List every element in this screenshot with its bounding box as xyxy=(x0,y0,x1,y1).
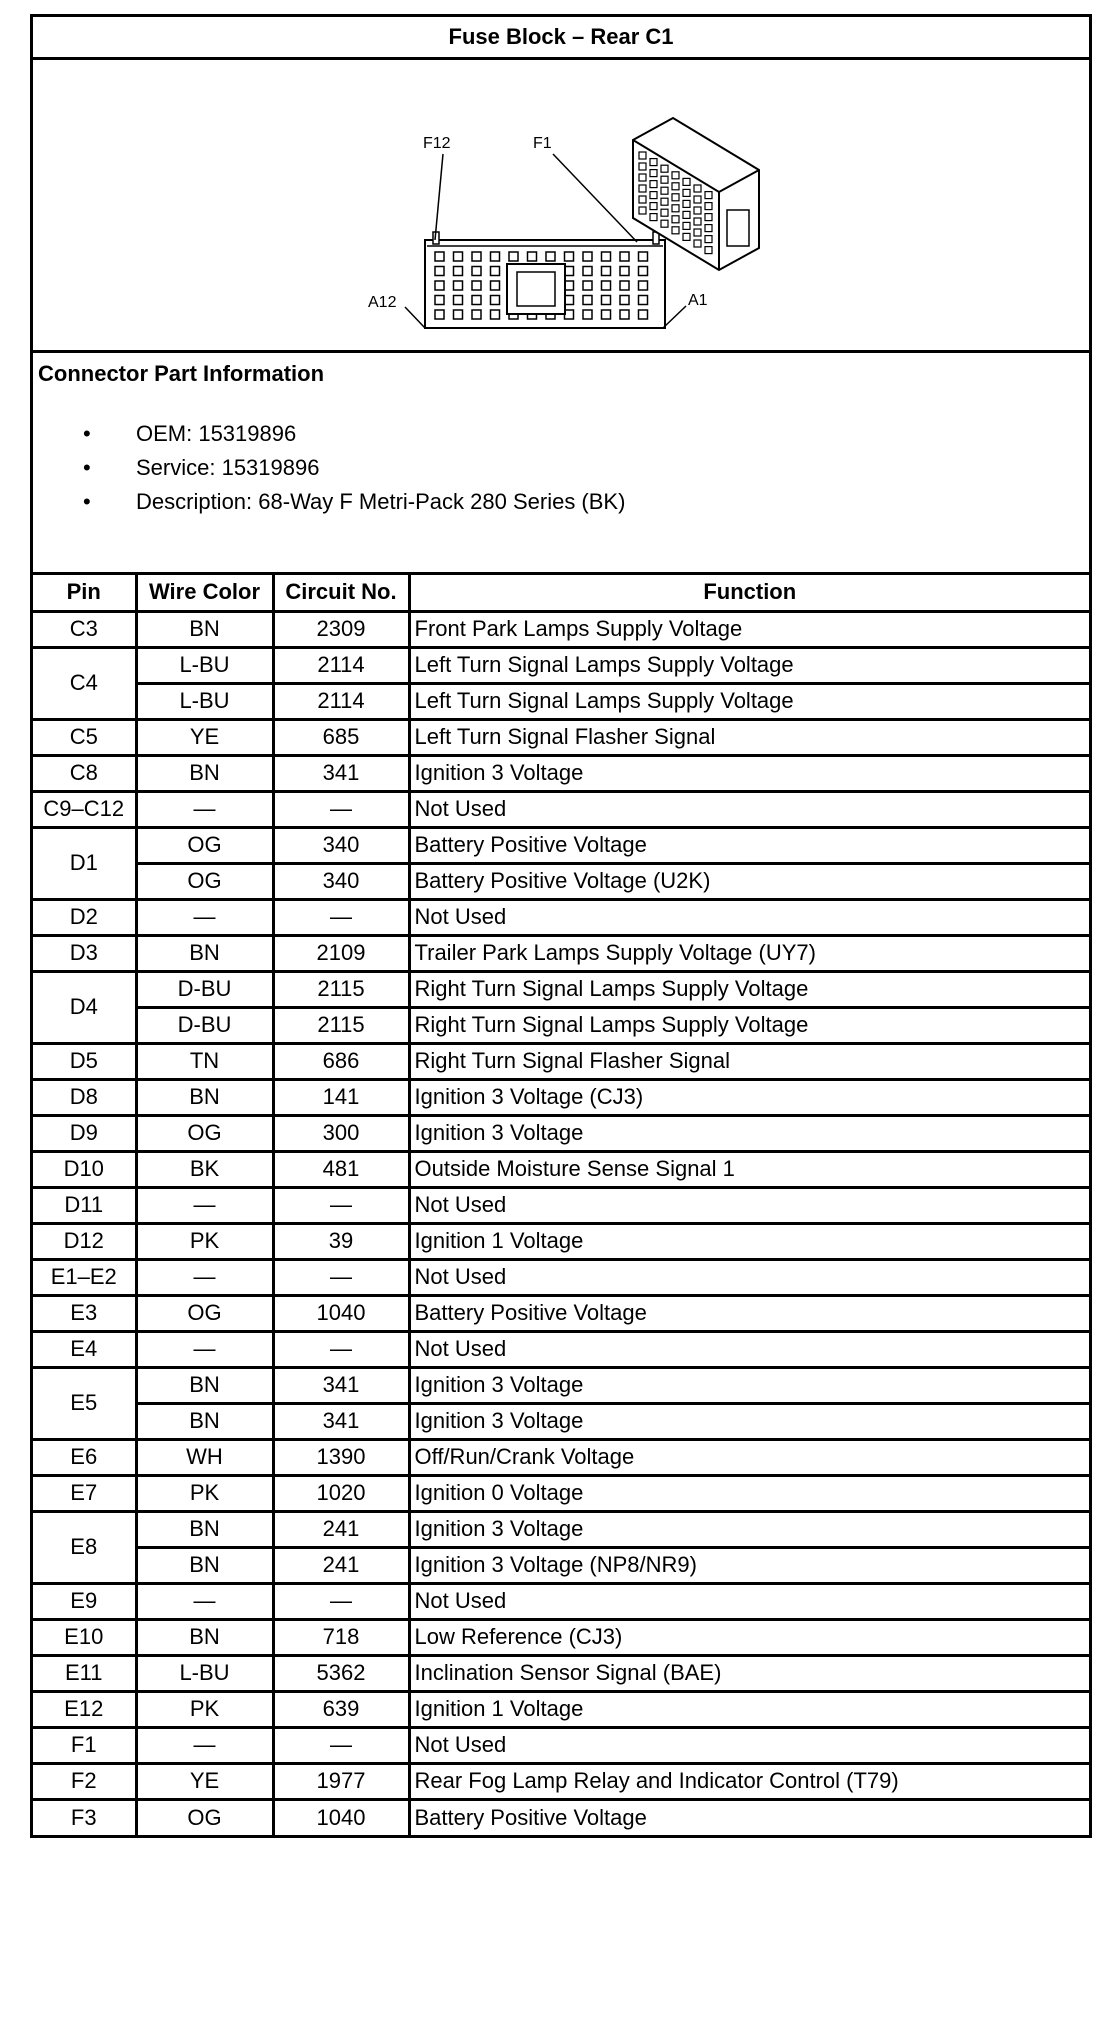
table-row xyxy=(33,791,1089,827)
table-row xyxy=(33,1727,1089,1763)
table-row xyxy=(33,827,1089,863)
pin-cell: E6 xyxy=(33,1439,136,1475)
circuit-cell: 639 xyxy=(273,1691,409,1727)
wire-color-cell: BN xyxy=(136,611,273,647)
page-title: Fuse Block – Rear C1 xyxy=(33,17,1089,60)
pin-cell: F1 xyxy=(33,1727,136,1763)
table-row xyxy=(33,719,1089,755)
wire-color-cell: L-BU xyxy=(136,1655,273,1691)
function-cell: Left Turn Signal Lamps Supply Voltage xyxy=(409,683,1089,719)
table-row xyxy=(33,863,1089,899)
connector-part-information xyxy=(33,353,1089,575)
table-row xyxy=(33,1547,1089,1583)
pin-cell: D5 xyxy=(33,1043,136,1079)
table-row xyxy=(33,1115,1089,1151)
function-cell: Ignition 0 Voltage xyxy=(409,1475,1089,1511)
pin-cell: F3 xyxy=(33,1799,136,1835)
function-cell: Low Reference (CJ3) xyxy=(409,1619,1089,1655)
wire-color-cell: — xyxy=(136,1727,273,1763)
wire-color-cell: OG xyxy=(136,863,273,899)
pin-cell: C9–C12 xyxy=(33,791,136,827)
function-cell: Not Used xyxy=(409,791,1089,827)
table-row xyxy=(33,1691,1089,1727)
function-cell: Ignition 3 Voltage xyxy=(409,1367,1089,1403)
wire-color-cell: PK xyxy=(136,1691,273,1727)
function-cell: Not Used xyxy=(409,1727,1089,1763)
function-cell: Right Turn Signal Flasher Signal xyxy=(409,1043,1089,1079)
table-row xyxy=(33,1475,1089,1511)
wire-color-cell: BN xyxy=(136,1619,273,1655)
pin-cell: D12 xyxy=(33,1223,136,1259)
wire-color-cell: — xyxy=(136,1331,273,1367)
connector-diagram xyxy=(33,60,1089,353)
circuit-cell: 241 xyxy=(273,1511,409,1547)
function-cell: Rear Fog Lamp Relay and Indicator Control (T79) xyxy=(409,1763,1089,1799)
function-cell: Ignition 3 Voltage xyxy=(409,1403,1089,1439)
circuit-cell: 241 xyxy=(273,1547,409,1583)
pin-cell: E4 xyxy=(33,1331,136,1367)
table-row xyxy=(33,899,1089,935)
wire-color-cell: BN xyxy=(136,755,273,791)
connector-sheet xyxy=(30,14,1092,1838)
pin-cell: D2 xyxy=(33,899,136,935)
pin-cell: E1–E2 xyxy=(33,1259,136,1295)
leader-f12 xyxy=(435,154,443,240)
table-row xyxy=(33,1151,1089,1187)
function-cell: Off/Run/Crank Voltage xyxy=(409,1439,1089,1475)
function-cell: Battery Positive Voltage xyxy=(409,827,1089,863)
circuit-cell: 141 xyxy=(273,1079,409,1115)
circuit-cell: 481 xyxy=(273,1151,409,1187)
header-wire-color: Wire Color xyxy=(136,575,273,611)
function-cell: Not Used xyxy=(409,1331,1089,1367)
wire-color-cell: — xyxy=(136,1259,273,1295)
function-cell: Not Used xyxy=(409,1187,1089,1223)
leader-a12 xyxy=(405,307,425,328)
circuit-cell: 2309 xyxy=(273,611,409,647)
function-cell: Ignition 1 Voltage xyxy=(409,1223,1089,1259)
function-cell: Not Used xyxy=(409,1583,1089,1619)
table-row xyxy=(33,1763,1089,1799)
function-cell: Battery Positive Voltage xyxy=(409,1295,1089,1331)
table-row xyxy=(33,683,1089,719)
circuit-cell: 2109 xyxy=(273,935,409,971)
circuit-cell: 340 xyxy=(273,827,409,863)
circuit-cell: — xyxy=(273,1727,409,1763)
table-row xyxy=(33,1331,1089,1367)
header-pin: Pin xyxy=(33,575,136,611)
table-row xyxy=(33,1079,1089,1115)
function-cell: Not Used xyxy=(409,1259,1089,1295)
table-row xyxy=(33,1619,1089,1655)
label-a1: A1 xyxy=(688,292,708,309)
circuit-cell: 1020 xyxy=(273,1475,409,1511)
leader-a1 xyxy=(663,306,686,328)
circuit-cell: — xyxy=(273,1583,409,1619)
wire-color-cell: OG xyxy=(136,1799,273,1835)
label-a12: A12 xyxy=(368,294,397,311)
pin-cell: E3 xyxy=(33,1295,136,1331)
pin-cell: C4 xyxy=(33,647,136,719)
wire-color-cell: TN xyxy=(136,1043,273,1079)
table-row xyxy=(33,1295,1089,1331)
pin-cell: F2 xyxy=(33,1763,136,1799)
circuit-cell: 340 xyxy=(273,863,409,899)
connector-face xyxy=(425,232,665,328)
leader-f1 xyxy=(553,154,637,242)
function-cell: Ignition 3 Voltage (NP8/NR9) xyxy=(409,1547,1089,1583)
table-row xyxy=(33,1799,1089,1835)
connector-3d-view xyxy=(633,118,759,270)
pin-cell: D1 xyxy=(33,827,136,899)
function-cell: Ignition 3 Voltage (CJ3) xyxy=(409,1079,1089,1115)
circuit-cell: 2114 xyxy=(273,683,409,719)
wire-color-cell: YE xyxy=(136,719,273,755)
pin-cell: E9 xyxy=(33,1583,136,1619)
function-cell: Battery Positive Voltage xyxy=(409,1799,1089,1835)
function-cell: Outside Moisture Sense Signal 1 xyxy=(409,1151,1089,1187)
function-cell: Not Used xyxy=(409,899,1089,935)
circuit-cell: — xyxy=(273,1331,409,1367)
wire-color-cell: D-BU xyxy=(136,971,273,1007)
pinout-table xyxy=(33,575,1089,1835)
pin-cell: E7 xyxy=(33,1475,136,1511)
wire-color-cell: YE xyxy=(136,1763,273,1799)
table-row xyxy=(33,755,1089,791)
wire-color-cell: PK xyxy=(136,1223,273,1259)
function-cell: Left Turn Signal Flasher Signal xyxy=(409,719,1089,755)
function-cell: Battery Positive Voltage (U2K) xyxy=(409,863,1089,899)
table-row xyxy=(33,1259,1089,1295)
wire-color-cell: L-BU xyxy=(136,647,273,683)
circuit-cell: 2115 xyxy=(273,971,409,1007)
wire-color-cell: BN xyxy=(136,935,273,971)
pin-cell: D9 xyxy=(33,1115,136,1151)
section-heading: Connector Part Information xyxy=(38,361,325,386)
function-cell: Inclination Sensor Signal (BAE) xyxy=(409,1655,1089,1691)
table-row xyxy=(33,1367,1089,1403)
wire-color-cell: WH xyxy=(136,1439,273,1475)
circuit-cell: — xyxy=(273,1187,409,1223)
function-cell: Front Park Lamps Supply Voltage xyxy=(409,611,1089,647)
wire-color-cell: BN xyxy=(136,1079,273,1115)
label-f12: F12 xyxy=(423,135,451,152)
circuit-cell: 685 xyxy=(273,719,409,755)
pin-cell: D10 xyxy=(33,1151,136,1187)
pin-cell: E12 xyxy=(33,1691,136,1727)
header-function: Function xyxy=(409,575,1089,611)
circuit-cell: 2114 xyxy=(273,647,409,683)
pin-cell: E11 xyxy=(33,1655,136,1691)
table-row xyxy=(33,935,1089,971)
pin-cell: D3 xyxy=(33,935,136,971)
circuit-cell: 718 xyxy=(273,1619,409,1655)
circuit-cell: 1977 xyxy=(273,1763,409,1799)
wire-color-cell: BN xyxy=(136,1511,273,1547)
list-item-description: • Description: 68-Way F Metri-Pack 280 Series (BK) xyxy=(33,485,625,519)
pin-cell: E8 xyxy=(33,1511,136,1583)
wire-color-cell: L-BU xyxy=(136,683,273,719)
table-row xyxy=(33,611,1089,647)
circuit-cell: 1040 xyxy=(273,1799,409,1835)
wire-color-cell: — xyxy=(136,899,273,935)
function-cell: Trailer Park Lamps Supply Voltage (UY7) xyxy=(409,935,1089,971)
circuit-cell: 1040 xyxy=(273,1295,409,1331)
circuit-cell: 686 xyxy=(273,1043,409,1079)
table-row xyxy=(33,1655,1089,1691)
pin-cell: C8 xyxy=(33,755,136,791)
table-row xyxy=(33,1403,1089,1439)
wire-color-cell: — xyxy=(136,1583,273,1619)
pin-cell: D8 xyxy=(33,1079,136,1115)
table-row xyxy=(33,1583,1089,1619)
function-cell: Ignition 1 Voltage xyxy=(409,1691,1089,1727)
pin-cell: D4 xyxy=(33,971,136,1043)
connector-illustration xyxy=(33,60,1089,350)
circuit-cell: 300 xyxy=(273,1115,409,1151)
circuit-cell: — xyxy=(273,899,409,935)
wire-color-cell: PK xyxy=(136,1475,273,1511)
wire-color-cell: — xyxy=(136,1187,273,1223)
function-cell: Ignition 3 Voltage xyxy=(409,1115,1089,1151)
wire-color-cell: — xyxy=(136,791,273,827)
wire-color-cell: OG xyxy=(136,1295,273,1331)
table-header-row xyxy=(33,575,1089,611)
function-cell: Ignition 3 Voltage xyxy=(409,755,1089,791)
wire-color-cell: BN xyxy=(136,1547,273,1583)
circuit-cell: 341 xyxy=(273,1403,409,1439)
table-row xyxy=(33,1439,1089,1475)
pin-cell: C3 xyxy=(33,611,136,647)
table-body xyxy=(33,611,1089,1835)
table-row xyxy=(33,1187,1089,1223)
wire-color-cell: D-BU xyxy=(136,1007,273,1043)
wire-color-cell: BN xyxy=(136,1367,273,1403)
wire-color-cell: BK xyxy=(136,1151,273,1187)
table-row xyxy=(33,1007,1089,1043)
circuit-cell: 341 xyxy=(273,755,409,791)
circuit-cell: 2115 xyxy=(273,1007,409,1043)
table-row xyxy=(33,647,1089,683)
function-cell: Left Turn Signal Lamps Supply Voltage xyxy=(409,647,1089,683)
function-cell: Ignition 3 Voltage xyxy=(409,1511,1089,1547)
circuit-cell: — xyxy=(273,1259,409,1295)
circuit-cell: 5362 xyxy=(273,1655,409,1691)
label-f1: F1 xyxy=(533,135,552,152)
function-cell: Right Turn Signal Lamps Supply Voltage xyxy=(409,1007,1089,1043)
table-row xyxy=(33,1043,1089,1079)
part-info-list xyxy=(33,417,625,519)
wire-color-cell: BN xyxy=(136,1403,273,1439)
pin-cell: E5 xyxy=(33,1367,136,1439)
circuit-cell: — xyxy=(273,791,409,827)
wire-color-cell: OG xyxy=(136,1115,273,1151)
circuit-cell: 341 xyxy=(273,1367,409,1403)
list-item-service: • Service: 15319896 xyxy=(33,451,625,485)
table-row xyxy=(33,971,1089,1007)
circuit-cell: 39 xyxy=(273,1223,409,1259)
pin-cell: D11 xyxy=(33,1187,136,1223)
table-row xyxy=(33,1511,1089,1547)
list-item-oem: • OEM: 15319896 xyxy=(33,417,625,451)
header-circuit: Circuit No. xyxy=(273,575,409,611)
wire-color-cell: OG xyxy=(136,827,273,863)
pin-cell: C5 xyxy=(33,719,136,755)
pin-cell: E10 xyxy=(33,1619,136,1655)
table-row xyxy=(33,1223,1089,1259)
function-cell: Right Turn Signal Lamps Supply Voltage xyxy=(409,971,1089,1007)
circuit-cell: 1390 xyxy=(273,1439,409,1475)
